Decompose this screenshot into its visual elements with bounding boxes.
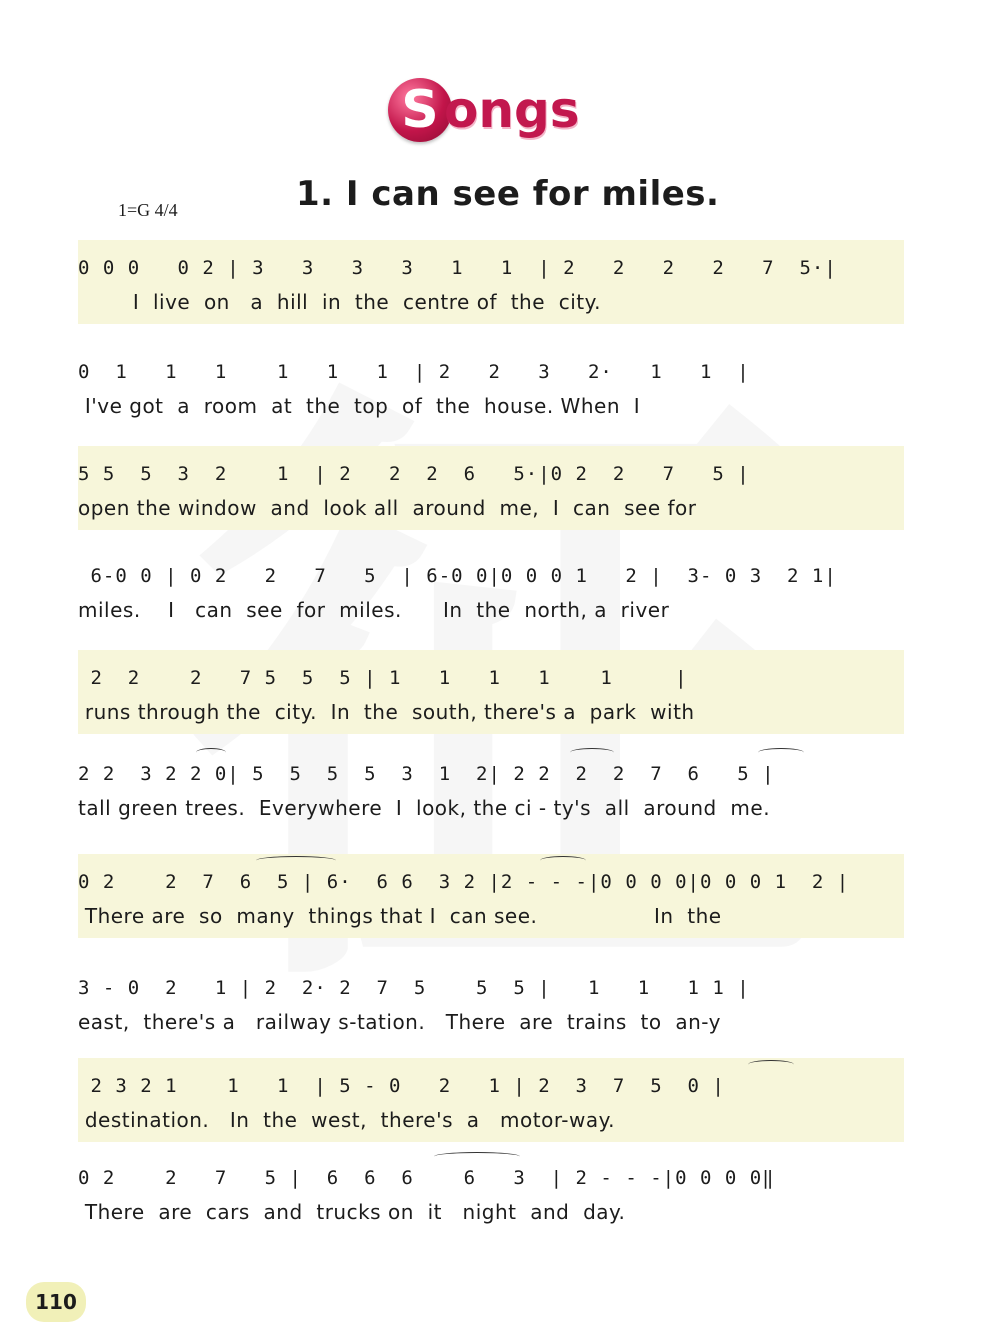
logo-text: ongs [444,81,580,139]
notation-line: 0 0 0 0 2 | 3 3 3 3 1 1 | 2 2 2 2 7 5·| [78,257,837,279]
staff-system-8 [78,960,904,1044]
notation-line: 2 2 3 2 2 0| 5 5 5 5 3 1 2| 2 2 2 2 7 6 5 | [78,763,775,785]
logo-initial-badge: S [388,78,452,142]
staff-system-2 [78,344,904,428]
notation-line: 3 - 0 2 1 | 2 2· 2 7 5 5 5 | 1 1 1 1 | [78,977,750,999]
staff-system-5 [78,650,904,734]
staff-system-6 [78,746,904,830]
triplet-slur [434,1152,520,1161]
lyrics-line: I've got a room at the top of the house. When I [78,394,641,418]
staff-system-4 [78,548,904,632]
lyrics-line: There are cars and trucks on it night and day. [78,1200,626,1224]
slur-mark [748,1060,794,1069]
lyrics-line: tall green trees. Everywhere I look, the ci - ty's all around me. [78,796,771,820]
staff-system-3 [78,446,904,530]
songs-logo [388,72,618,152]
notation-line: 0 1 1 1 1 1 1 | 2 2 3 2· 1 1 | [78,361,750,383]
notation-line: 5 5 5 3 2 1 | 2 2 2 6 5·|0 2 2 7 5 | [78,463,750,485]
lyrics-line: east, there's a railway s-tation. There are trains to an-y [78,1010,721,1034]
notation-line: 2 2 2 7 5 5 5 | 1 1 1 1 1 | [78,667,688,689]
lyrics-line: open the window and look all around me, I can see for [78,496,697,520]
staff-system-9 [78,1058,904,1142]
notation-line: 6-0 0 | 0 2 2 7 5 | 6-0 0|0 0 0 1 2 | 3- 0 3 2 1| [78,565,837,587]
slur-mark [570,748,614,757]
notation-line: 0 2 2 7 6 5 | 6· 6 6 3 2 |2 - - -|0 0 0 0|0 0 0 1 2 | [78,871,850,893]
lyrics-line: There are so many things that I can see. In the [78,904,722,928]
page-number: 110 [26,1282,86,1322]
staff-system-10 [78,1150,904,1234]
slur-mark [196,748,226,757]
lyrics-line: I live on a hill in the centre of the city. [78,290,601,314]
lyrics-line: runs through the city. In the south, there's a park with [78,700,695,724]
triplet-slur [256,856,336,865]
lyrics-line: miles. I can see for miles. In the north, a river [78,598,670,622]
key-signature: 1=G 4/4 [118,200,178,220]
slur-mark [758,748,804,757]
staff-system-7 [78,854,904,938]
notation-line: 2 3 2 1 1 1 | 5 - 0 2 1 | 2 3 7 5 0 | [78,1075,725,1097]
song-title: 1. I can see for miles. [296,174,720,214]
lyrics-line: destination. In the west, there's a motor-way. [78,1108,615,1132]
staff-system-1 [78,240,904,324]
slur-mark [540,856,586,865]
notation-line: 0 2 2 7 5 | 6 6 6 6 3 | 2 - - -|0 0 0 0‖ [78,1167,775,1189]
